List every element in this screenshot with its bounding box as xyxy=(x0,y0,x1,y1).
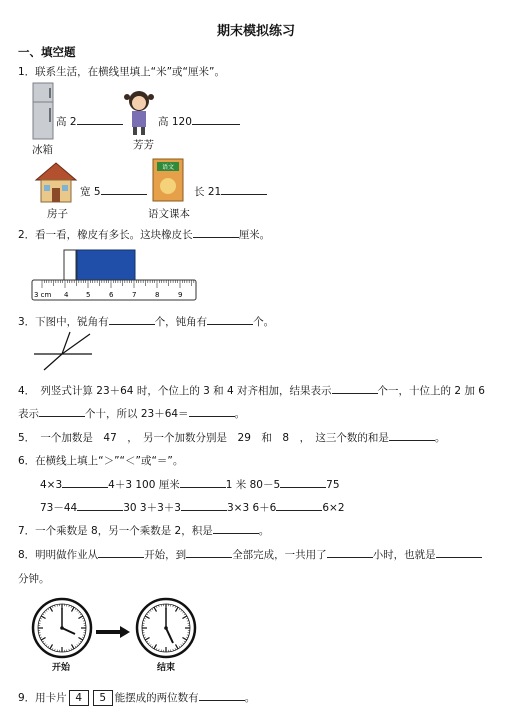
ruler-label-4: 4 xyxy=(64,291,69,299)
question-9: 9．用卡片 4 5 能摆成的两位数有 。 xyxy=(18,692,256,704)
clock-start-label: 开始 xyxy=(52,663,71,673)
house-blank: 宽 5 xyxy=(80,184,147,199)
textbook-label: 语文 xyxy=(161,164,175,171)
ruler-label-8: 8 xyxy=(155,291,160,299)
textbook-image xyxy=(152,158,184,202)
question-7: 7．一个乘数是 8，另一个乘数是 2，积是 。 xyxy=(18,525,270,537)
house-image xyxy=(34,160,78,204)
ruler-label-5: 5 xyxy=(86,291,91,299)
fridge-blank: 高 2 xyxy=(56,114,123,129)
card-5: 5 xyxy=(93,690,113,706)
question-3: 3．下图中，锐角有 个，钝角有 个。 xyxy=(18,316,275,328)
question-1: 1．联系生活，在横线里填上“米”或“厘米”。 xyxy=(18,66,225,78)
question-2: 2．看一看，橡皮有多长。这块橡皮长 厘米。 xyxy=(18,229,271,241)
textbook-caption: 语文课本 xyxy=(148,208,190,220)
ruler-label-7: 7 xyxy=(132,291,137,299)
textbook-blank: 长 21 xyxy=(194,184,267,199)
clock-end xyxy=(137,599,195,657)
question-4-line2: 表示 个十，所以 23＋64＝ 。 xyxy=(18,408,246,420)
ruler-label-cm: 3 cm xyxy=(34,291,52,299)
question-6-row1: 4×3 4＋3 100 厘米 1 米 80－5 75 xyxy=(40,479,340,491)
ruler-label-6: 6 xyxy=(109,291,114,299)
question-4-line1: 4． 列竖式计算 23＋64 时，个位上的 3 和 4 对齐相加，结果表示 个一，十位上的 2 加 6 xyxy=(18,385,485,397)
card-4: 4 xyxy=(69,690,89,706)
girl-image xyxy=(122,88,156,136)
page-title: 期末模拟练习 xyxy=(217,24,296,39)
angle-diagram xyxy=(32,330,94,372)
question-6-row2: 73－44 30 3＋3＋3 3×3 6＋6 6×2 xyxy=(40,502,345,514)
question-8-line2: 分钟。 xyxy=(18,573,50,585)
question-6: 6．在横线上填上“＞”“＜”或“＝”。 xyxy=(18,455,184,467)
girl-blank: 高 120 xyxy=(158,114,240,129)
clock-end-label: 结束 xyxy=(157,663,176,673)
girl-caption: 芳芳 xyxy=(133,139,154,151)
arrow-icon xyxy=(96,626,130,638)
house-caption: 房子 xyxy=(47,208,68,220)
clock-start xyxy=(33,599,91,657)
question-8-line1: 8．明明做作业从 开始，到 全部完成，一共用了 小时，也就是 xyxy=(18,547,482,562)
question-5: 5． 一个加数是 47 ， 另一个加数分别是 29 和 8 ， 这三个数的和是 。 xyxy=(18,432,446,444)
section-heading: 一、填空题 xyxy=(18,45,76,59)
fridge-caption: 冰箱 xyxy=(32,144,53,156)
fridge-image xyxy=(32,82,54,140)
ruler-label-9: 9 xyxy=(178,291,183,299)
